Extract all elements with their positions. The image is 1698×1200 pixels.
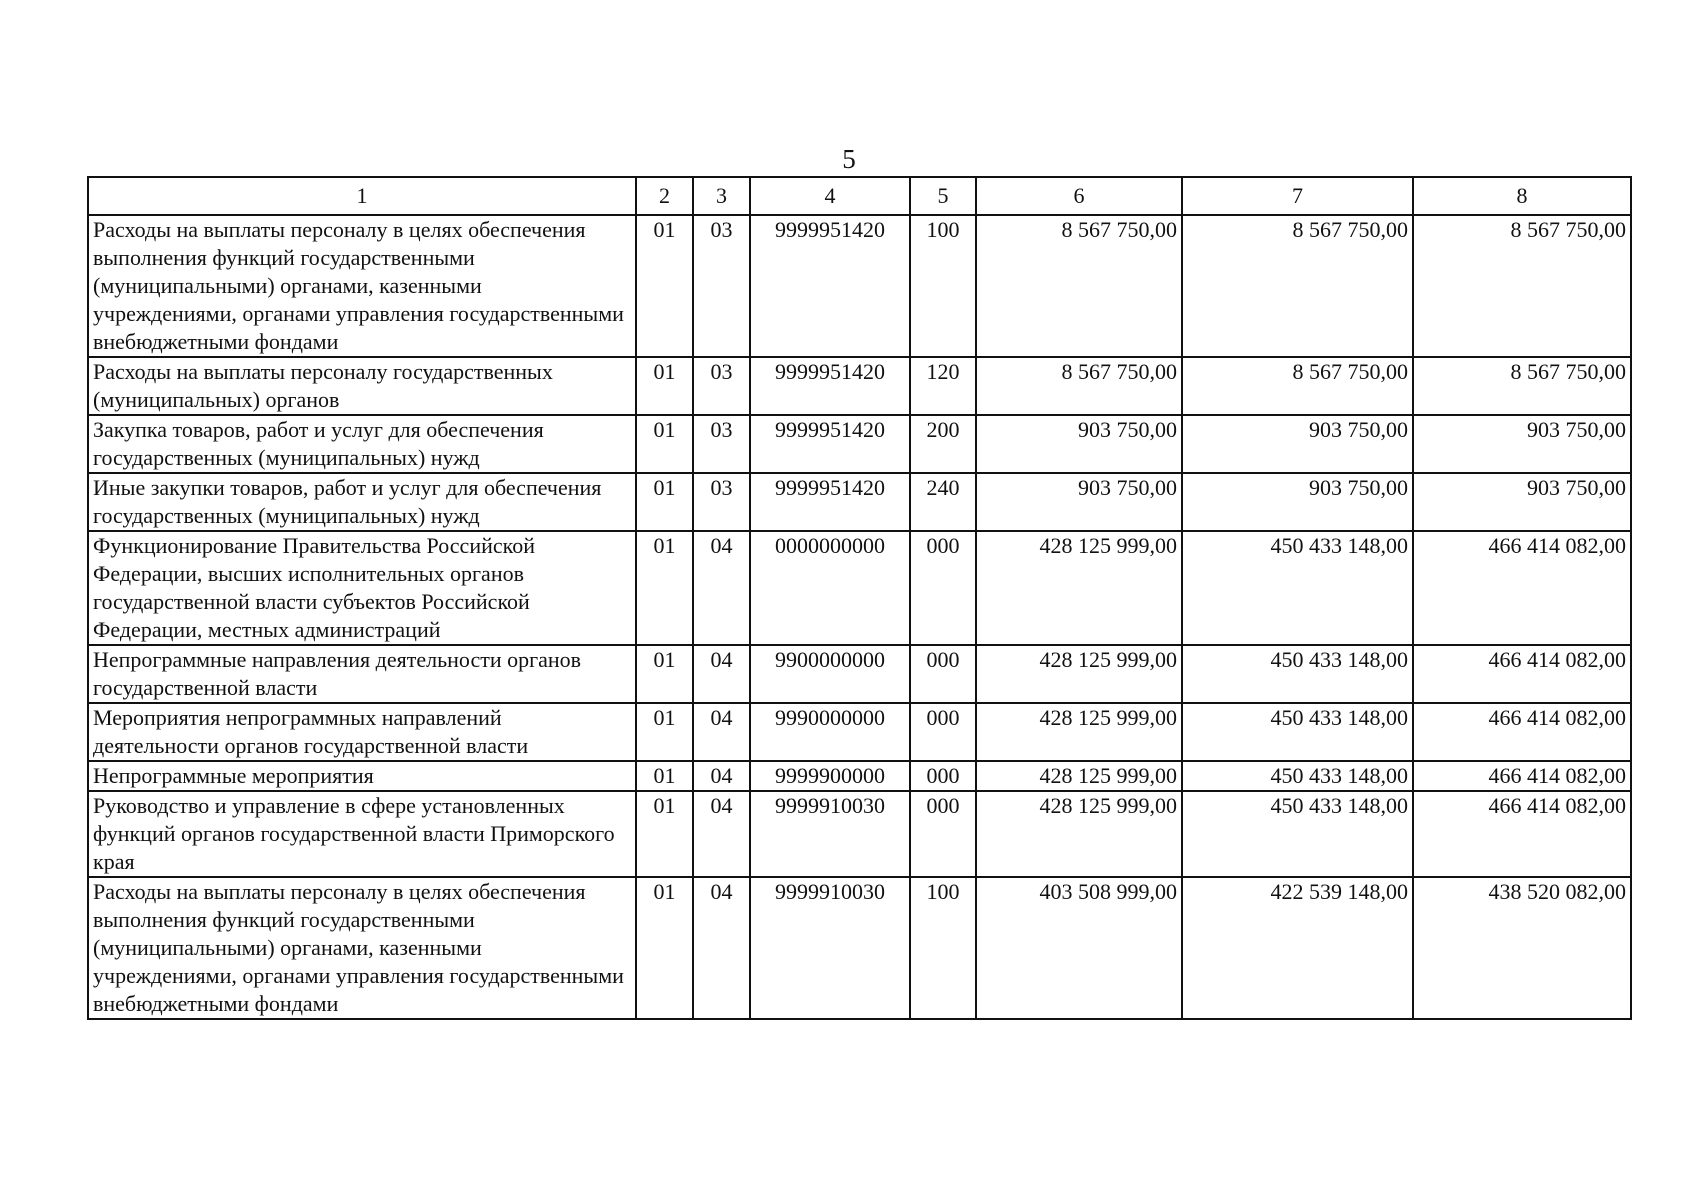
subsection-code: 04 [693,877,750,1019]
amount-col-7: 450 433 148,00 [1182,703,1413,761]
expense-type-code: 100 [910,877,976,1019]
table-row [88,703,1631,761]
budget-table [87,176,1632,1020]
subsection-code: 03 [693,215,750,357]
subsection-code: 04 [693,703,750,761]
section-code: 01 [636,645,693,703]
row-description: Непрограммные направления деятельности органов государственной власти [88,645,636,703]
target-article-code: 9999910030 [750,877,910,1019]
section-code: 01 [636,761,693,791]
amount-col-8: 466 414 082,00 [1413,791,1631,877]
target-article-code: 9999900000 [750,761,910,791]
expense-type-code: 120 [910,357,976,415]
amount-col-7: 903 750,00 [1182,415,1413,473]
table-row [88,415,1631,473]
amount-col-7: 903 750,00 [1182,473,1413,531]
amount-col-6: 428 125 999,00 [976,703,1182,761]
header-col-7: 7 [1182,177,1413,215]
amount-col-7: 422 539 148,00 [1182,877,1413,1019]
header-col-1: 1 [88,177,636,215]
subsection-code: 03 [693,357,750,415]
table-row [88,791,1631,877]
row-description: Функционирование Правительства Российской Федерации, высших исполнительных органов государственной власти субъектов Российской Федерации, местных администраций [88,531,636,645]
table-row [88,645,1631,703]
amount-col-8: 8 567 750,00 [1413,357,1631,415]
amount-col-8: 903 750,00 [1413,415,1631,473]
row-description: Мероприятия непрограммных направлений деятельности органов государственной власти [88,703,636,761]
expense-type-code: 100 [910,215,976,357]
subsection-code: 04 [693,531,750,645]
table-row [88,877,1631,1019]
header-col-4: 4 [750,177,910,215]
target-article-code: 9999951420 [750,473,910,531]
row-description: Закупка товаров, работ и услуг для обеспечения государственных (муниципальных) нужд [88,415,636,473]
amount-col-8: 466 414 082,00 [1413,645,1631,703]
row-description: Непрограммные мероприятия [88,761,636,791]
section-code: 01 [636,703,693,761]
target-article-code: 9999910030 [750,791,910,877]
subsection-code: 04 [693,791,750,877]
amount-col-7: 8 567 750,00 [1182,215,1413,357]
expense-type-code: 000 [910,645,976,703]
section-code: 01 [636,473,693,531]
header-col-5: 5 [910,177,976,215]
table-row [88,357,1631,415]
table-row [88,531,1631,645]
section-code: 01 [636,357,693,415]
amount-col-6: 903 750,00 [976,415,1182,473]
amount-col-6: 428 125 999,00 [976,645,1182,703]
amount-col-7: 450 433 148,00 [1182,531,1413,645]
header-col-2: 2 [636,177,693,215]
target-article-code: 9999951420 [750,415,910,473]
section-code: 01 [636,877,693,1019]
expense-type-code: 240 [910,473,976,531]
amount-col-7: 8 567 750,00 [1182,357,1413,415]
subsection-code: 03 [693,415,750,473]
amount-col-8: 438 520 082,00 [1413,877,1631,1019]
row-description: Расходы на выплаты персоналу государственных (муниципальных) органов [88,357,636,415]
amount-col-8: 466 414 082,00 [1413,703,1631,761]
expense-type-code: 000 [910,761,976,791]
header-col-8: 8 [1413,177,1631,215]
subsection-code: 04 [693,645,750,703]
amount-col-6: 428 125 999,00 [976,531,1182,645]
expense-type-code: 200 [910,415,976,473]
amount-col-6: 8 567 750,00 [976,357,1182,415]
target-article-code: 9990000000 [750,703,910,761]
row-description: Расходы на выплаты персоналу в целях обеспечения выполнения функций государственными (муниципальными) органами, казенными учреждениями, органами управления государственными внебюджетными фондами [88,877,636,1019]
amount-col-7: 450 433 148,00 [1182,791,1413,877]
target-article-code: 9900000000 [750,645,910,703]
section-code: 01 [636,215,693,357]
table-row [88,473,1631,531]
row-description: Иные закупки товаров, работ и услуг для обеспечения государственных (муниципальных) нужд [88,473,636,531]
section-code: 01 [636,531,693,645]
row-description: Расходы на выплаты персоналу в целях обеспечения выполнения функций государственными (муниципальными) органами, казенными учреждениями, органами управления государственными внебюджетными фондами [88,215,636,357]
amount-col-8: 466 414 082,00 [1413,761,1631,791]
target-article-code: 9999951420 [750,215,910,357]
section-code: 01 [636,415,693,473]
amount-col-6: 903 750,00 [976,473,1182,531]
amount-col-6: 403 508 999,00 [976,877,1182,1019]
subsection-code: 04 [693,761,750,791]
target-article-code: 0000000000 [750,531,910,645]
section-code: 01 [636,791,693,877]
expense-type-code: 000 [910,531,976,645]
amount-col-6: 8 567 750,00 [976,215,1182,357]
header-col-6: 6 [976,177,1182,215]
table-row [88,215,1631,357]
row-description: Руководство и управление в сфере установленных функций органов государственной власти Приморского края [88,791,636,877]
amount-col-6: 428 125 999,00 [976,761,1182,791]
header-col-3: 3 [693,177,750,215]
amount-col-8: 8 567 750,00 [1413,215,1631,357]
target-article-code: 9999951420 [750,357,910,415]
page-number: 5 [842,144,856,174]
table-row [88,761,1631,791]
amount-col-8: 466 414 082,00 [1413,531,1631,645]
amount-col-7: 450 433 148,00 [1182,645,1413,703]
amount-col-8: 903 750,00 [1413,473,1631,531]
amount-col-6: 428 125 999,00 [976,791,1182,877]
expense-type-code: 000 [910,703,976,761]
subsection-code: 03 [693,473,750,531]
expense-type-code: 000 [910,791,976,877]
header-row [88,177,1631,215]
amount-col-7: 450 433 148,00 [1182,761,1413,791]
